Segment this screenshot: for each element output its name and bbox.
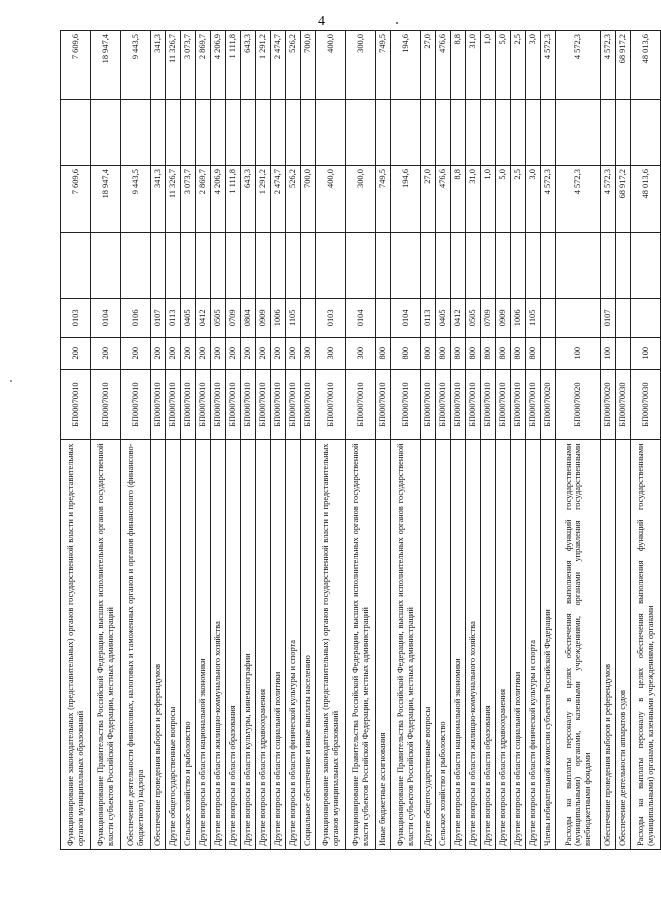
- table-row: [481, 31, 496, 850]
- row-name: Сельское хозяйство и рыболовство: [181, 440, 196, 850]
- row-expense-type: 200: [196, 337, 211, 369]
- row-target-code: БП00070010: [271, 369, 286, 440]
- row-name: Другие вопросы в области здравоохранения: [256, 440, 271, 850]
- row-amount-3: [436, 99, 451, 165]
- row-name: Другие вопросы в области жилищно-коммунального хозяйства: [211, 440, 226, 850]
- row-name: Другие вопросы в области культуры, кинематографии: [241, 440, 256, 850]
- row-target-code: БП00070010: [466, 369, 481, 440]
- row-target-code: БП00070010: [526, 369, 541, 440]
- row-expense-type: 100: [631, 337, 661, 369]
- row-name: Другие вопросы в области национальной экономики: [196, 440, 211, 850]
- row-amount-2: 1 111,8: [226, 166, 241, 232]
- row-amount-2: 749,5: [376, 166, 391, 232]
- row-amount-3: [301, 99, 316, 165]
- row-amount-1: [256, 232, 271, 298]
- row-amount-total: 3 073,7: [181, 31, 196, 100]
- table-row: [196, 31, 211, 850]
- row-amount-1: [421, 232, 436, 298]
- table-row: [301, 31, 316, 850]
- table-row: [241, 31, 256, 850]
- row-expense-type: 800: [511, 337, 526, 369]
- table-row: [271, 31, 286, 850]
- row-amount-2: 5,0: [496, 166, 511, 232]
- table-row: [151, 31, 166, 850]
- row-amount-1: [196, 232, 211, 298]
- row-name: Другие вопросы в области физической культуры и спорта: [526, 440, 541, 850]
- row-expense-type: 300: [316, 337, 346, 369]
- row-amount-total: 4 572,3: [601, 31, 616, 100]
- row-amount-3: [226, 99, 241, 165]
- row-section-code: 0104: [91, 299, 121, 338]
- row-amount-2: 48 013,6: [631, 166, 661, 232]
- table-row: [526, 31, 541, 850]
- row-expense-type: 800: [376, 337, 391, 369]
- table-row: [211, 31, 226, 850]
- row-amount-3: [616, 99, 631, 165]
- row-expense-type: [541, 337, 556, 369]
- row-name: Другие вопросы в области социальной политики: [271, 440, 286, 850]
- row-expense-type: [616, 337, 631, 369]
- row-amount-1: [151, 232, 166, 298]
- row-target-code: БП00070010: [151, 369, 166, 440]
- table-body: [61, 31, 661, 850]
- row-amount-total: 3,0: [526, 31, 541, 100]
- row-amount-2: 68 917,2: [616, 166, 631, 232]
- table-row: [466, 31, 481, 850]
- row-target-code: БП00070010: [241, 369, 256, 440]
- table-row: [166, 31, 181, 850]
- row-target-code: БП00070020: [556, 369, 601, 440]
- row-amount-2: 7 609,6: [61, 166, 91, 232]
- row-amount-1: [481, 232, 496, 298]
- row-amount-3: [511, 99, 526, 165]
- row-section-code: 0106: [121, 299, 151, 338]
- row-amount-2: 476,6: [436, 166, 451, 232]
- row-amount-total: 2,5: [511, 31, 526, 100]
- row-amount-3: [121, 99, 151, 165]
- row-target-code: БП00070010: [391, 369, 421, 440]
- table-row: [616, 31, 631, 850]
- row-amount-3: [166, 99, 181, 165]
- row-amount-1: [616, 232, 631, 298]
- row-amount-1: [631, 232, 661, 298]
- row-amount-3: [151, 99, 166, 165]
- row-amount-total: 2 869,7: [196, 31, 211, 100]
- table-row: [316, 31, 346, 850]
- row-amount-2: 27,0: [421, 166, 436, 232]
- row-amount-total: 526,2: [286, 31, 301, 100]
- row-amount-1: [466, 232, 481, 298]
- row-amount-3: [241, 99, 256, 165]
- row-amount-3: [346, 99, 376, 165]
- row-section-code: 0804: [241, 299, 256, 338]
- row-name: Другие вопросы в области образования: [226, 440, 241, 850]
- table-row: [121, 31, 151, 850]
- row-amount-1: [391, 232, 421, 298]
- row-expense-type: 200: [256, 337, 271, 369]
- row-amount-2: 300,0: [346, 166, 376, 232]
- row-target-code: БП00070010: [451, 369, 466, 440]
- row-amount-3: [271, 99, 286, 165]
- row-amount-1: [301, 232, 316, 298]
- row-section-code: 0107: [151, 299, 166, 338]
- row-amount-2: 3 073,7: [181, 166, 196, 232]
- row-section-code: 0104: [391, 299, 421, 338]
- row-section-code: 1105: [526, 299, 541, 338]
- row-name: Другие вопросы в области национальной экономики: [451, 440, 466, 850]
- row-name: Функционирование Правительства Российской Федерации, высших исполнительных органов государственной власти субъектов Российской Федерации, местных администраций: [91, 440, 121, 850]
- row-expense-type: 300: [346, 337, 376, 369]
- row-target-code: БП00070010: [346, 369, 376, 440]
- row-target-code: БП00070010: [121, 369, 151, 440]
- row-section-code: 0103: [61, 299, 91, 338]
- row-section-code: 0412: [196, 299, 211, 338]
- row-expense-type: 200: [226, 337, 241, 369]
- row-amount-2: 526,2: [286, 166, 301, 232]
- row-amount-1: [166, 232, 181, 298]
- row-section-code: 0412: [451, 299, 466, 338]
- row-amount-2: 1,0: [481, 166, 496, 232]
- row-name: Расходы на выплаты персоналу в целях обеспечения выполнения функций государственными (муниципальными) органами, казенными учреждениями, органами: [631, 440, 661, 850]
- table-row: [541, 31, 556, 850]
- row-target-code: БП00070020: [541, 369, 556, 440]
- row-expense-type: 800: [421, 337, 436, 369]
- row-amount-3: [286, 99, 301, 165]
- table-row: [496, 31, 511, 850]
- row-name: Другие вопросы в области образования: [481, 440, 496, 850]
- row-amount-2: 8,8: [451, 166, 466, 232]
- row-section-code: 0103: [316, 299, 346, 338]
- row-section-code: [616, 299, 631, 338]
- row-target-code: БП00070010: [511, 369, 526, 440]
- row-name: Сельское хозяйство и рыболовство: [436, 440, 451, 850]
- row-amount-2: 643,3: [241, 166, 256, 232]
- row-target-code: БП00070010: [286, 369, 301, 440]
- row-target-code: БП00070010: [166, 369, 181, 440]
- row-expense-type: 200: [91, 337, 121, 369]
- row-section-code: 0505: [211, 299, 226, 338]
- table-row: [391, 31, 421, 850]
- row-section-code: 0113: [166, 299, 181, 338]
- row-amount-2: 9 443,5: [121, 166, 151, 232]
- row-amount-1: [376, 232, 391, 298]
- row-amount-3: [601, 99, 616, 165]
- row-amount-total: 7 609,6: [61, 31, 91, 100]
- row-expense-type: 100: [601, 337, 616, 369]
- row-name: Функционирование законодательных (представительных) органов государственной власти и представительных органов муниципальных образований: [61, 440, 91, 850]
- scan-speck: [396, 22, 398, 24]
- row-amount-1: [61, 232, 91, 298]
- row-amount-3: [196, 99, 211, 165]
- table-row: [346, 31, 376, 850]
- row-amount-total: 194,6: [391, 31, 421, 100]
- row-amount-total: 48 013,6: [631, 31, 661, 100]
- table-row: [631, 31, 661, 850]
- row-amount-2: 4 572,3: [601, 166, 616, 232]
- row-name: Обеспечение деятельности аппаратов судов: [616, 440, 631, 850]
- row-amount-total: 700,0: [301, 31, 316, 100]
- row-expense-type: 800: [526, 337, 541, 369]
- table-row: [451, 31, 466, 850]
- row-amount-1: [601, 232, 616, 298]
- row-target-code: БП00070010: [226, 369, 241, 440]
- row-target-code: БП00070010: [301, 369, 316, 440]
- row-amount-total: 1 111,8: [226, 31, 241, 100]
- scan-speck: [10, 380, 12, 382]
- row-amount-1: [316, 232, 346, 298]
- row-amount-2: 1 291,2: [256, 166, 271, 232]
- row-amount-1: [556, 232, 601, 298]
- row-target-code: БП00070010: [91, 369, 121, 440]
- row-target-code: БП00070010: [496, 369, 511, 440]
- row-amount-1: [511, 232, 526, 298]
- row-expense-type: 800: [496, 337, 511, 369]
- row-name: Другие вопросы в области здравоохранения: [496, 440, 511, 850]
- row-amount-total: 31,0: [466, 31, 481, 100]
- row-amount-2: 3,0: [526, 166, 541, 232]
- row-amount-1: [271, 232, 286, 298]
- row-target-code: БП00070020: [601, 369, 616, 440]
- row-target-code: БП00070010: [316, 369, 346, 440]
- row-name: Социальное обеспечение и иные выплаты населению: [301, 440, 316, 850]
- row-amount-1: [91, 232, 121, 298]
- table-row: [601, 31, 616, 850]
- row-name: Другие вопросы в области социальной политики: [511, 440, 526, 850]
- row-expense-type: 200: [241, 337, 256, 369]
- row-amount-total: 476,6: [436, 31, 451, 100]
- row-section-code: 0113: [421, 299, 436, 338]
- row-section-code: 0909: [496, 299, 511, 338]
- row-section-code: 1006: [511, 299, 526, 338]
- table-row: [61, 31, 91, 850]
- row-amount-total: 300,0: [346, 31, 376, 100]
- row-amount-total: 18 947,4: [91, 31, 121, 100]
- row-amount-total: 4 572,3: [541, 31, 556, 100]
- row-expense-type: 200: [166, 337, 181, 369]
- table-row: [511, 31, 526, 850]
- row-expense-type: 200: [181, 337, 196, 369]
- row-amount-total: 11 326,7: [166, 31, 181, 100]
- row-amount-1: [526, 232, 541, 298]
- row-amount-2: 4 572,3: [556, 166, 601, 232]
- row-amount-3: [481, 99, 496, 165]
- row-expense-type: 200: [151, 337, 166, 369]
- row-amount-total: 643,3: [241, 31, 256, 100]
- row-expense-type: 800: [391, 337, 421, 369]
- row-expense-type: 200: [286, 337, 301, 369]
- table-row: [421, 31, 436, 850]
- row-amount-2: 18 947,4: [91, 166, 121, 232]
- row-name: Другие общегосударственные вопросы: [421, 440, 436, 850]
- row-section-code: 0909: [256, 299, 271, 338]
- row-expense-type: 200: [61, 337, 91, 369]
- row-target-code: БП00070010: [61, 369, 91, 440]
- row-amount-total: 341,3: [151, 31, 166, 100]
- row-amount-2: 11 326,7: [166, 166, 181, 232]
- row-amount-total: 400,0: [316, 31, 346, 100]
- row-section-code: [301, 299, 316, 338]
- row-name: Иные бюджетные ассигнования: [376, 440, 391, 850]
- row-amount-2: 341,3: [151, 166, 166, 232]
- row-amount-3: [526, 99, 541, 165]
- row-target-code: БП00070010: [436, 369, 451, 440]
- row-amount-2: 2 474,7: [271, 166, 286, 232]
- row-section-code: [376, 299, 391, 338]
- row-target-code: БП00070010: [421, 369, 436, 440]
- row-amount-3: [466, 99, 481, 165]
- table-row: [226, 31, 241, 850]
- row-amount-1: [496, 232, 511, 298]
- row-amount-3: [556, 99, 601, 165]
- table-row: [91, 31, 121, 850]
- row-expense-type: 800: [466, 337, 481, 369]
- row-amount-total: 5,0: [496, 31, 511, 100]
- row-section-code: 1105: [286, 299, 301, 338]
- rotated-table-wrapper: [60, 30, 655, 850]
- row-amount-1: [181, 232, 196, 298]
- row-section-code: 0709: [226, 299, 241, 338]
- row-amount-2: 400,0: [316, 166, 346, 232]
- row-expense-type: 800: [481, 337, 496, 369]
- row-name: Другие общегосударственные вопросы: [166, 440, 181, 850]
- row-amount-1: [436, 232, 451, 298]
- table-row: [556, 31, 601, 850]
- row-amount-total: 9 443,5: [121, 31, 151, 100]
- row-section-code: [631, 299, 661, 338]
- row-amount-3: [91, 99, 121, 165]
- row-target-code: БП00070010: [376, 369, 391, 440]
- row-expense-type: 300: [301, 337, 316, 369]
- row-amount-total: 2 474,7: [271, 31, 286, 100]
- row-amount-2: 2 869,7: [196, 166, 211, 232]
- row-amount-total: 4 206,9: [211, 31, 226, 100]
- row-section-code: 0505: [466, 299, 481, 338]
- row-amount-3: [316, 99, 346, 165]
- row-section-code: [541, 299, 556, 338]
- row-amount-3: [256, 99, 271, 165]
- row-amount-total: 1 291,2: [256, 31, 271, 100]
- row-amount-total: 4 572,3: [556, 31, 601, 100]
- row-section-code: 0709: [481, 299, 496, 338]
- row-name: Другие вопросы в области жилищно-коммунального хозяйства: [466, 440, 481, 850]
- row-amount-3: [391, 99, 421, 165]
- row-amount-total: 749,5: [376, 31, 391, 100]
- row-target-code: БП00070010: [256, 369, 271, 440]
- row-target-code: БП00070010: [211, 369, 226, 440]
- row-section-code: 0104: [346, 299, 376, 338]
- row-name: Расходы на выплаты персоналу в целях обеспечения выполнения функций государственными (муниципальными) органами, казенными учреждениями, органами управления государственными внебюджетными фондами: [556, 440, 601, 850]
- table-row: [256, 31, 271, 850]
- row-expense-type: 200: [121, 337, 151, 369]
- table-row: [286, 31, 301, 850]
- row-expense-type: 200: [211, 337, 226, 369]
- row-name: Обеспечение проведения выборов и референдумов: [151, 440, 166, 850]
- row-amount-1: [211, 232, 226, 298]
- row-section-code: 0405: [181, 299, 196, 338]
- row-amount-total: 27,0: [421, 31, 436, 100]
- row-target-code: БП00070010: [196, 369, 211, 440]
- row-amount-1: [541, 232, 556, 298]
- row-amount-3: [451, 99, 466, 165]
- row-amount-3: [631, 99, 661, 165]
- row-amount-3: [496, 99, 511, 165]
- row-amount-2: 4 206,9: [211, 166, 226, 232]
- row-amount-1: [241, 232, 256, 298]
- row-name: Обеспечение деятельности финансовых, налоговых и таможенных органов и органов финансового (финансово-бюджетного) надзора: [121, 440, 151, 850]
- row-target-code: БП00070010: [181, 369, 196, 440]
- row-section-code: [556, 299, 601, 338]
- row-name: Функционирование законодательных (представительных) органов государственной власти и представительных органов муниципальных образований: [316, 440, 346, 850]
- row-amount-3: [376, 99, 391, 165]
- row-amount-1: [286, 232, 301, 298]
- row-name: Функционирование Правительства Российской Федерации, высших исполнительных органов государственной власти субъектов Российской Федерации, местных администраций: [391, 440, 421, 850]
- row-target-code: БП00070030: [616, 369, 631, 440]
- row-amount-2: 4 572,3: [541, 166, 556, 232]
- row-amount-1: [451, 232, 466, 298]
- row-amount-3: [61, 99, 91, 165]
- row-amount-3: [211, 99, 226, 165]
- row-name: Члены избирательной комиссии субъектов Российской Федерации: [541, 440, 556, 850]
- row-section-code: 1006: [271, 299, 286, 338]
- row-amount-total: 8,8: [451, 31, 466, 100]
- row-amount-3: [421, 99, 436, 165]
- row-amount-total: 68 917,2: [616, 31, 631, 100]
- table-row: [181, 31, 196, 850]
- row-amount-1: [226, 232, 241, 298]
- page-number: 4: [318, 14, 325, 29]
- row-section-code: 0107: [601, 299, 616, 338]
- row-target-code: БП00070010: [481, 369, 496, 440]
- row-amount-1: [346, 232, 376, 298]
- table-row: [436, 31, 451, 850]
- row-amount-2: 2,5: [511, 166, 526, 232]
- row-name: Функционирование Правительства Российской Федерации, высших исполнительных органов государственной власти субъектов Российской Федерации, местных администраций: [346, 440, 376, 850]
- row-name: Обеспечение проведения выборов и референдумов: [601, 440, 616, 850]
- row-expense-type: 800: [451, 337, 466, 369]
- row-amount-2: 700,0: [301, 166, 316, 232]
- row-amount-total: 1,0: [481, 31, 496, 100]
- row-expense-type: 800: [436, 337, 451, 369]
- row-amount-3: [181, 99, 196, 165]
- row-expense-type: 200: [271, 337, 286, 369]
- row-target-code: БП00070030: [631, 369, 661, 440]
- row-expense-type: 100: [556, 337, 601, 369]
- row-name: Другие вопросы в области физической культуры и спорта: [286, 440, 301, 850]
- row-amount-3: [541, 99, 556, 165]
- row-section-code: 0405: [436, 299, 451, 338]
- budget-table: [60, 30, 661, 850]
- row-amount-1: [121, 232, 151, 298]
- table-row: [376, 31, 391, 850]
- row-amount-2: 194,6: [391, 166, 421, 232]
- row-amount-2: 31,0: [466, 166, 481, 232]
